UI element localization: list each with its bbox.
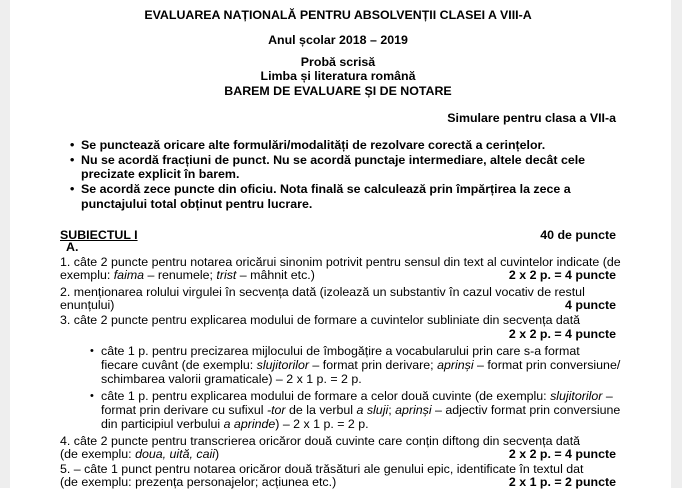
text-run: – mâhnit etc.) — [236, 268, 315, 282]
text-run: trist — [216, 268, 237, 282]
sub-1-line-2 — [101, 358, 621, 372]
exam-type: Probă scrisă — [300, 55, 376, 69]
barem-heading: BAREM DE EVALUARE ȘI DE NOTARE — [224, 84, 452, 98]
item-3-line-1: 3. câte 2 puncte pentru explicarea modului de formare a cuvintelor subliniate din secvența dată — [60, 313, 581, 327]
text-run: – format prin conversiune/ — [473, 358, 621, 372]
sub-1-line-1: câte 1 p. pentru precizarea mijlocului de îmbogățire a vocabularului prin care s-a format — [101, 344, 580, 358]
item-3-score: 2 x 2 p. = 4 puncte — [508, 327, 616, 341]
simulation-note: Simulare pentru clasa a VII-a — [447, 111, 616, 125]
item-5-example: (de exemplu: prezența personajelor; acțiunea etc.) — [60, 475, 337, 489]
item-4-line-2 — [60, 447, 616, 461]
rule-bullet: • — [70, 153, 75, 167]
item-1-line-1: 1. câte 2 puncte pentru notarea oricărui sinonim potrivit pentru sensul din text al cuvintelor indicate (de — [60, 255, 621, 269]
section-points: 40 de puncte — [540, 228, 616, 242]
rule-3-line-1: Se acordă zece puncte din oficiu. Nota finală se calculează prin împărțirea la zece a — [81, 182, 571, 196]
document-title: EVALUAREA NAȚIONALĂ PENTRU ABSOLVENȚII CLASEI A VIII-A — [144, 8, 532, 22]
text-run: doua, uită, caii — [135, 447, 215, 461]
left-viewer-margin — [0, 0, 10, 488]
item-2-score: 4 puncte — [565, 298, 616, 312]
sub-2-line-2 — [101, 403, 621, 417]
item-1-example — [60, 268, 315, 282]
item-2-continuation: enunțului) — [60, 298, 115, 312]
item-1-line-2 — [60, 268, 616, 282]
text-run: exemplu: — [60, 268, 114, 282]
text-run: – format prin derivare; — [308, 358, 438, 372]
item-4-line-1: 4. câte 2 puncte pentru transcrierea oricăror două cuvinte care conțin diftong din secvența dată — [60, 434, 581, 448]
text-run: aprinși — [437, 358, 474, 372]
text-run: – adjectiv format prin conversiune — [431, 403, 621, 417]
text-run: ; — [388, 403, 396, 417]
rule-2-line-1: Nu se acordă fracțiuni de punct. Nu se acordă punctaje intermediare, altele decât cele — [81, 153, 586, 167]
part-label: A. — [66, 240, 79, 254]
text-run: slujitorilor — [256, 358, 309, 372]
text-run: -tor — [266, 403, 286, 417]
exam-subject: Limba și literatura română — [260, 69, 416, 83]
item-2-line-2 — [60, 298, 616, 312]
sub-2-line-3 — [101, 417, 616, 431]
rule-bullet: • — [70, 182, 75, 196]
text-run: din participiul verbului — [101, 417, 224, 431]
rule-bullet: • — [70, 138, 75, 152]
rule-3-line-2: punctajului total obținut pentru lucrare. — [81, 197, 313, 211]
sub-1-line-3: schimbarea valorii gramaticale) – 2 x 1 p. = 2 p. — [101, 372, 362, 386]
item-1-score: 2 x 2 p. = 4 puncte — [508, 268, 616, 282]
text-run: ) – 2 x 1 p. = 2 p. — [275, 417, 369, 431]
text-run: a aprinde — [223, 417, 276, 431]
text-run: câte 1 p. pentru explicarea modului de formare a celor două cuvinte (de exemplu: — [101, 389, 551, 403]
text-run: aprinși — [395, 403, 432, 417]
item-4-example — [60, 447, 219, 461]
text-run: fiecare cuvânt (de exemplu: — [101, 358, 257, 372]
sub-bullet: • — [90, 390, 94, 402]
right-viewer-margin — [671, 0, 682, 488]
text-run: ) — [214, 447, 220, 461]
text-run: – — [602, 389, 613, 403]
text-run: faima — [113, 268, 145, 282]
section-title: SUBIECTUL I — [60, 228, 138, 242]
text-run: – renumele; — [144, 268, 217, 282]
text-run: format prin derivare cu sufixul — [101, 403, 267, 417]
item-4-score: 2 x 2 p. = 4 puncte — [508, 447, 616, 461]
rule-1: Se punctează oricare alte formulări/modalități de rezolvare corectă a cerințelor. — [81, 138, 546, 152]
text-run: a sluji — [356, 403, 389, 417]
text-run: (de exemplu: — [60, 447, 136, 461]
sub-bullet: • — [90, 345, 94, 357]
text-run: slujitorilor — [550, 389, 603, 403]
rule-2-line-2: precizate explicit în barem. — [81, 167, 240, 181]
item-2-line-1: 2. menționarea rolului virgulei în secvența dată (izolează un substantiv în cazul vocativ de restul — [60, 285, 585, 299]
text-run: de la verbul — [285, 403, 357, 417]
school-year: Anul școlar 2018 – 2019 — [268, 33, 408, 47]
item-5-line-1: 5. – câte 1 punct pentru notarea oricăror două trăsături ale genului epic, identificate în textul dat — [60, 462, 584, 476]
sub-2-line-1 — [101, 389, 616, 403]
item-5-line-2 — [60, 475, 616, 489]
item-5-score: 2 x 1 p. = 2 puncte — [508, 475, 616, 489]
